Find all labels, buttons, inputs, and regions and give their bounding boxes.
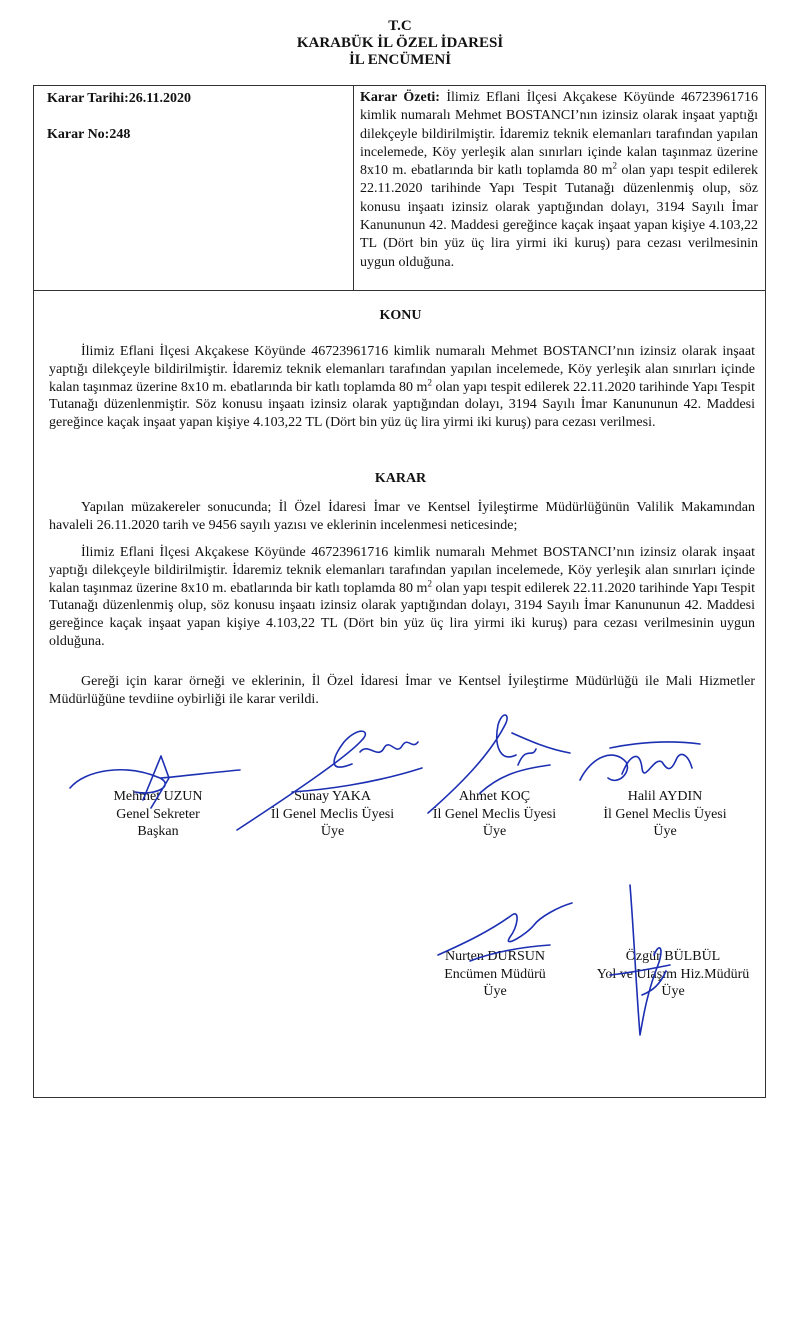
decision-info-box <box>34 86 765 291</box>
signer-role: Üye <box>320 824 345 839</box>
signer-name: Halil AYDIN <box>627 789 703 804</box>
header-line-institution: KARABÜK İL ÖZEL İDARESİ <box>296 35 504 51</box>
decision-summary-text-1: İlimiz Eflani İlçesi Akçakese Köyünde 46723961716 kimlik numaralı Mehmet BOSTANCI’nın izinsiz olarak inşaat yaptığı dilekçeyle bildirilmiştir. İdaremiz teknik elemanları tarafından yapılan incelemede, Köy yerleşik alan sınırları içinde kalan taşınmaz üzerine 8x10 m. ebatlarında bir katlı toplamda 80 m <box>360 90 758 179</box>
decision-summary-text-2: olan yapı tespit edilerek 22.11.2020 tarihinde Yapı Tespit Tutanağı düzenlenmiş olup, söz konusu inşaatı izinsiz olarak yaptığından dolayı, 3194 Sayılı İmar Kanununun 42. Maddesi gereğince kaçak inşaat yapan kişiye 4.103,22 TL (Dört bin yüz üç lira yirmi iki kuruş) para cezası verilmesinin uygun olduğuna. <box>360 163 758 270</box>
header-line-tc: T.C <box>388 18 412 34</box>
document-header <box>0 18 800 69</box>
karar-paragraph-1: Yapılan müzakereler sonucunda; İl Özel İdaresi İmar ve Kentsel İyileştirme Müdürlüğünün Valilik Makamından havaleli 26.11.2020 tarih ve 9456 sayılı yazısı ve eklerinin incelenmesi neticesinde; <box>49 500 755 533</box>
karar-paragraph-2 <box>49 544 755 651</box>
konu-title: KONU <box>379 308 422 323</box>
signer-title: Genel Sekreter <box>116 806 200 822</box>
header-line-council: İL ENCÜMENİ <box>348 52 452 68</box>
decision-meta-cell <box>34 86 354 290</box>
konu-paragraph <box>49 343 755 432</box>
decision-date: Karar Tarihi:26.11.2020 <box>47 91 192 106</box>
konu-text-1: İlimiz Eflani İlçesi Akçakese Köyünde 46723961716 kimlik numaralı Mehmet BOSTANCI’nın izinsiz olarak inşaat yaptığı dilekçeyle bildirilmiştir. İdaremiz teknik elemanları tarafından yapılan incelemede, Köy yerleşik alan sınırları içinde kalan taşınmaz üzerine 8x10 m. ebatlarında bir katlı toplamda 80 m <box>49 344 755 395</box>
signer-name: Ahmet KOÇ <box>458 789 531 804</box>
signer-title: Yol ve Ulaşım Hiz.Müdürü <box>596 966 750 982</box>
handwritten-signature-4 <box>570 728 710 808</box>
decision-summary-sup: 2 <box>612 160 617 171</box>
handwritten-signature-1 <box>65 748 255 818</box>
handwritten-signature-2 <box>232 712 432 837</box>
signer-title: İl Genel Meclis Üyesi <box>432 806 557 822</box>
decision-summary <box>360 89 758 272</box>
karar-paragraph-3: Gereği için karar örneği ve eklerinin, İl Özel İdaresi İmar ve Kentsel İyileştirme Müdürlüğü ile Mali Hizmetler Müdürlüğüne tevdiine oybirliği ile karar verildi. <box>49 674 755 707</box>
karar-p2-sup: 2 <box>427 577 432 588</box>
handwritten-signature-3 <box>420 705 580 820</box>
signer-name: Nurten DURSUN <box>445 949 545 964</box>
handwritten-signature-5 <box>430 895 580 970</box>
signer-role: Üye <box>482 824 507 839</box>
signer-title: İl Genel Meclis Üyesi <box>603 806 727 822</box>
konu-sup: 2 <box>427 376 432 387</box>
karar-p2-text-1: İlimiz Eflani İlçesi Akçakese Köyünde 46723961716 kimlik numaralı Mehmet BOSTANCI’nın izinsiz olarak inşaat yaptığı dilekçeyle bildirilmiştir. İdaremiz teknik elemanları tarafından yapılan incelemede, Köy yerleşik alan sınırları içinde kalan taşınmaz üzerine 8x10 m. ebatlarında bir katlı toplamda 80 m <box>49 545 755 596</box>
signer-role: Üye <box>483 984 507 999</box>
konu-text-2: olan yapı tespit edilerek 22.11.2020 tarihinde Yapı Tespit Tutanağı düzenlenmiştir. Söz konusu inşaatı izinsiz olarak yaptığından dolayı, 3194 Sayılı İmar Kanununun 42. Maddesi gereğince kaçak inşaat yapan kişiye 4.103,22 TL (Dört bin yüz üç lira yirmi iki kuruş) para cezası verilmesi. <box>49 379 755 431</box>
karar-p2-text-2: olan yapı tespit edilerek 22.11.2020 tarihinde Yapı Tespit Tutanağı düzenlenmiş olup, söz konusu inşaatı izinsiz olarak yaptığından dolayı, 3194 Sayılı İmar Kanununun 42. Maddesi gereğince kaçak inşaat yapan kişiye 4.103,22 TL (Dört bin yüz üç lira yirmi iki kuruş) para cezası verilmesinin uygun olduğuna. <box>49 580 755 649</box>
handwritten-signature-6 <box>600 875 700 1045</box>
signer-title: İl Genel Meclis Üyesi <box>270 806 395 822</box>
signer-role: Başkan <box>137 824 179 839</box>
decision-summary-label: Karar Özeti: <box>360 90 440 105</box>
signer-title: Encümen Müdürü <box>444 966 546 982</box>
decision-number: Karar No:248 <box>47 127 131 142</box>
signer-role: Üye <box>661 984 685 999</box>
karar-title: KARAR <box>374 471 427 486</box>
signer-name: Özgür BÜLBÜL <box>625 949 721 964</box>
signer-role: Üye <box>653 824 677 839</box>
signer-name: Sunay YAKA <box>294 789 371 804</box>
signer-name: Mehmet UZUN <box>113 789 203 804</box>
